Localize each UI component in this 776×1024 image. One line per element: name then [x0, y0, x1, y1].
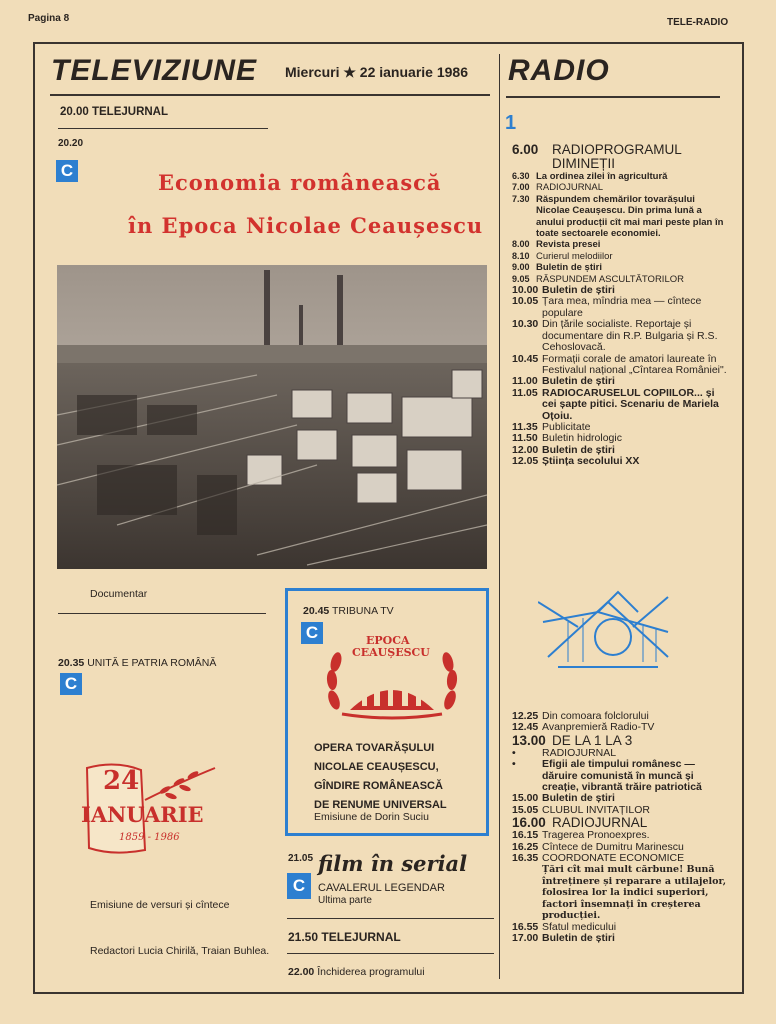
radio-schedule-item	[512, 456, 727, 467]
radio-item-text: RADIOJURNAL	[552, 815, 648, 831]
tribuna-description	[314, 739, 447, 815]
radio-item-text: Din țările socialiste. Reportaje și documentare din R.P. Bulgaria și R.S. Cehoslovacă.	[542, 318, 718, 354]
radio-item-text: Buletin hidrologic	[542, 432, 622, 445]
page-number: Pagina 8	[28, 13, 70, 24]
film-title: CAVALERUL LEGENDAR	[318, 882, 445, 894]
radio-item-text: Buletin de știri	[542, 931, 615, 944]
radio-item-time: 8.00	[512, 239, 530, 250]
divider	[58, 613, 266, 614]
radio-schedule-item	[512, 853, 727, 864]
radio-item-text: CLUBUL INVITAȚILOR	[542, 803, 650, 816]
seal-month: IANUARIE	[81, 802, 204, 827]
radio-schedule-item	[512, 354, 727, 377]
radio-item-time: 10.00	[512, 284, 539, 297]
radio-item-text: RADIOPROGRAMUL DIMINEȚII	[552, 142, 682, 171]
tv-item-unitate	[58, 657, 216, 669]
color-broadcast-marker: C	[56, 160, 78, 182]
radio-item-time: 15.00	[512, 792, 539, 805]
radio-schedule-item	[512, 388, 727, 422]
description-line: NICOLAE CEAUȘESCU,	[314, 761, 439, 773]
column-divider	[499, 54, 500, 979]
radio-item-text: Știința secolului XX	[542, 455, 640, 468]
radio-item-time: 10.30	[512, 318, 539, 331]
radio-item-time: 15.05	[512, 803, 539, 816]
radio-item-time: 16.35	[512, 852, 539, 865]
radio-item-time: 11.50	[512, 432, 538, 445]
radio-item-text: Din comoara folclorului	[542, 710, 649, 722]
radio-item-time: 16.55	[512, 920, 539, 933]
radio-item-text: COORDONATE ECONOMICE	[542, 852, 685, 865]
radio-item-time: 10.45	[512, 352, 539, 365]
film-serial-label: film în serial	[318, 851, 468, 876]
radio-item-time: 16.25	[512, 840, 539, 853]
radio-schedule-item	[512, 319, 727, 353]
radio-item-text: Tragerea Pronoexpres.	[542, 829, 650, 842]
radio-program-number: 1	[505, 112, 517, 134]
radio-item-time: 13.00	[512, 732, 546, 748]
radio-schedule-bottom	[512, 711, 727, 944]
description-line: OPERA TOVARĂȘULUI	[314, 742, 435, 754]
radio-item-time: 12.45	[512, 721, 539, 734]
seal-number: 24	[103, 766, 140, 796]
radio-item-text: Publicitate	[542, 420, 591, 433]
documentary-caption: Documentar	[90, 588, 148, 600]
radio-schedule-item	[512, 143, 727, 171]
documentary-title-line2: în Epoca Nicolae Ceaușescu	[128, 213, 484, 238]
radio-item-time: 12.25	[512, 710, 539, 722]
color-broadcast-marker: C	[60, 673, 82, 695]
radio-schedule-item	[512, 864, 727, 921]
industrial-plant-photo	[57, 265, 487, 569]
radio-item-time: 9.05	[512, 273, 530, 284]
unitate-credits: Redactori Lucia Chirilă, Traian Buhlea.	[90, 945, 270, 957]
tv-item-title: TELEJURNAL	[91, 106, 169, 118]
radio-schedule-item	[512, 376, 727, 387]
tribuna-credit: Emisiune de Dorin Suciu	[314, 811, 429, 823]
radio-item-text: RĂSPUNDEM ASCULTĂTORILOR	[536, 273, 684, 285]
tv-date: Miercuri ★ 22 ianuarie 1986	[285, 64, 468, 80]
radio-item-time: 16.15	[512, 829, 539, 842]
tv-heading-rule	[50, 94, 490, 96]
seal-years: 1859 - 1986	[119, 832, 180, 843]
radio-item-text: Răspundem chemărilor tovarășului Nicolae Ceaușescu. Din prima lună a anului producții cît mai mari peste plan în toate sectoarele economiei.	[536, 193, 724, 240]
radio-item-time: 6.30	[512, 171, 530, 181]
tv-item-time: 20.00	[60, 106, 89, 118]
emblem-line1: EPOCA	[366, 634, 410, 647]
tv-item-title: UNITĂ E PATRIA ROMÂNĂ	[87, 657, 217, 669]
description-line: DE RENUME UNIVERSAL	[314, 799, 447, 811]
tv-item-telejurnal	[60, 106, 168, 118]
radio-item-text: Revista presei	[536, 239, 601, 251]
radio-schedule-item	[512, 933, 727, 944]
radio-schedule-item	[512, 182, 727, 193]
tv-item-time: 21.05	[288, 853, 314, 864]
section-label: TELE-RADIO	[667, 17, 729, 28]
radio-heading: RADIO	[508, 54, 610, 87]
tv-item-telejurnal-2	[288, 930, 401, 944]
radio-item-time: 11.35	[512, 420, 538, 433]
radio-schedule-item	[512, 171, 727, 182]
divider	[287, 953, 494, 954]
radio-item-text: Buletin de știri	[542, 443, 615, 456]
radio-schedule-item	[512, 734, 727, 748]
radio-item-text: Formații corale de amatori laureate în Festivalul național „Cîntarea României".	[542, 352, 727, 376]
radio-item-text: RADIOJURNAL	[542, 746, 617, 759]
radio-item-time: 16.00	[512, 815, 546, 831]
tv-item-title: TRIBUNA TV	[332, 605, 394, 617]
radio-schedule-item	[512, 816, 727, 830]
divider	[287, 918, 494, 919]
radio-item-text: Buletin de știri	[542, 284, 615, 297]
radio-schedule-item	[512, 759, 727, 793]
radio-schedule-item	[512, 830, 727, 841]
tv-item-time: 20.45	[303, 605, 330, 617]
radio-schedule-item	[512, 239, 727, 250]
radio-item-text: RADIOCARUSELUL COPIILOR... și cei șapte pitici. Scenariu de Mariela Oțoiu.	[542, 386, 719, 422]
radio-schedule-item	[512, 251, 727, 262]
radio-item-text: Buletin de știri	[536, 262, 602, 274]
radio-item-text: Avanpremieră Radio-TV	[542, 721, 655, 734]
radio-heading-rule	[506, 96, 720, 98]
divider	[58, 128, 268, 129]
radio-item-text: Sfatul medicului	[542, 920, 617, 933]
radio-item-time: 9.00	[512, 262, 530, 273]
radio-item-time: 7.30	[512, 193, 530, 204]
radio-item-time: •	[512, 758, 516, 771]
tv-item-title: TELEJURNAL	[321, 930, 401, 944]
radio-item-time: 10.05	[512, 295, 539, 308]
radio-item-text: Buletin de știri	[542, 792, 615, 805]
radio-schedule-item	[512, 296, 727, 319]
documentary-title-line1: Economia românească	[158, 170, 442, 195]
science-illustration	[538, 582, 678, 674]
tv-heading: TELEVIZIUNE	[51, 54, 258, 87]
radio-item-time: 12.05	[512, 455, 539, 468]
tv-item-time: 20.20	[58, 138, 84, 149]
radio-item-time: 11.00	[512, 375, 538, 388]
color-broadcast-marker: C	[301, 622, 323, 644]
tv-item-tribuna	[303, 605, 394, 617]
epoca-ceausescu-emblem	[322, 630, 462, 722]
radio-item-time: 12.00	[512, 443, 539, 456]
tv-item-time: 22.00	[288, 966, 315, 978]
color-broadcast-marker: C	[287, 873, 311, 899]
radio-item-text: La ordinea zilei în agricultură	[536, 171, 668, 182]
radio-item-text: Țări cît mai mult cărbune! Bună întreținere și reparare a utilajelor, folosirea lor la indici superiori, factori însemnați în creșterea producției.	[542, 864, 727, 922]
radio-item-time: 7.00	[512, 182, 530, 193]
radio-item-text: Cîntece de Dumitru Marinescu	[542, 840, 684, 853]
film-subtitle: Ultima parte	[318, 895, 372, 906]
tv-item-title: Închiderea programului	[317, 966, 425, 978]
description-line: GÎNDIRE ROMÂNEASCĂ	[314, 780, 443, 792]
radio-item-time: 6.00	[512, 142, 539, 157]
radio-item-text: Curierul melodiilor	[536, 250, 613, 262]
radio-item-time: 11.05	[512, 386, 538, 399]
radio-item-text: RADIOJURNAL	[536, 182, 604, 194]
unitate-caption: Emisiune de versuri și cîntece	[90, 899, 230, 911]
radio-item-time: 8.10	[512, 250, 530, 261]
january-24-seal	[75, 760, 225, 860]
radio-item-time: 17.00	[512, 931, 539, 944]
radio-schedule-item	[512, 194, 727, 240]
radio-schedule-item	[512, 262, 727, 273]
tv-item-time: 20.35	[58, 657, 85, 669]
radio-item-text: Buletin de știri	[542, 375, 615, 388]
tv-item-time: 21.50	[288, 930, 319, 944]
radio-item-time: •	[512, 746, 516, 759]
radio-item-text: Țara mea, mîndria mea — cîntece populare	[542, 295, 702, 319]
radio-schedule-top	[512, 143, 727, 468]
emblem-line2: CEAUȘESCU	[352, 646, 430, 659]
tv-item-closing	[288, 966, 425, 978]
radio-item-text: DE LA 1 LA 3	[552, 732, 633, 748]
radio-item-text: Efigii ale timpului românesc — dăruire comunistă în muncă și creație, vibrantă trăire patriotică	[542, 758, 702, 794]
radio-item-time	[512, 864, 542, 921]
